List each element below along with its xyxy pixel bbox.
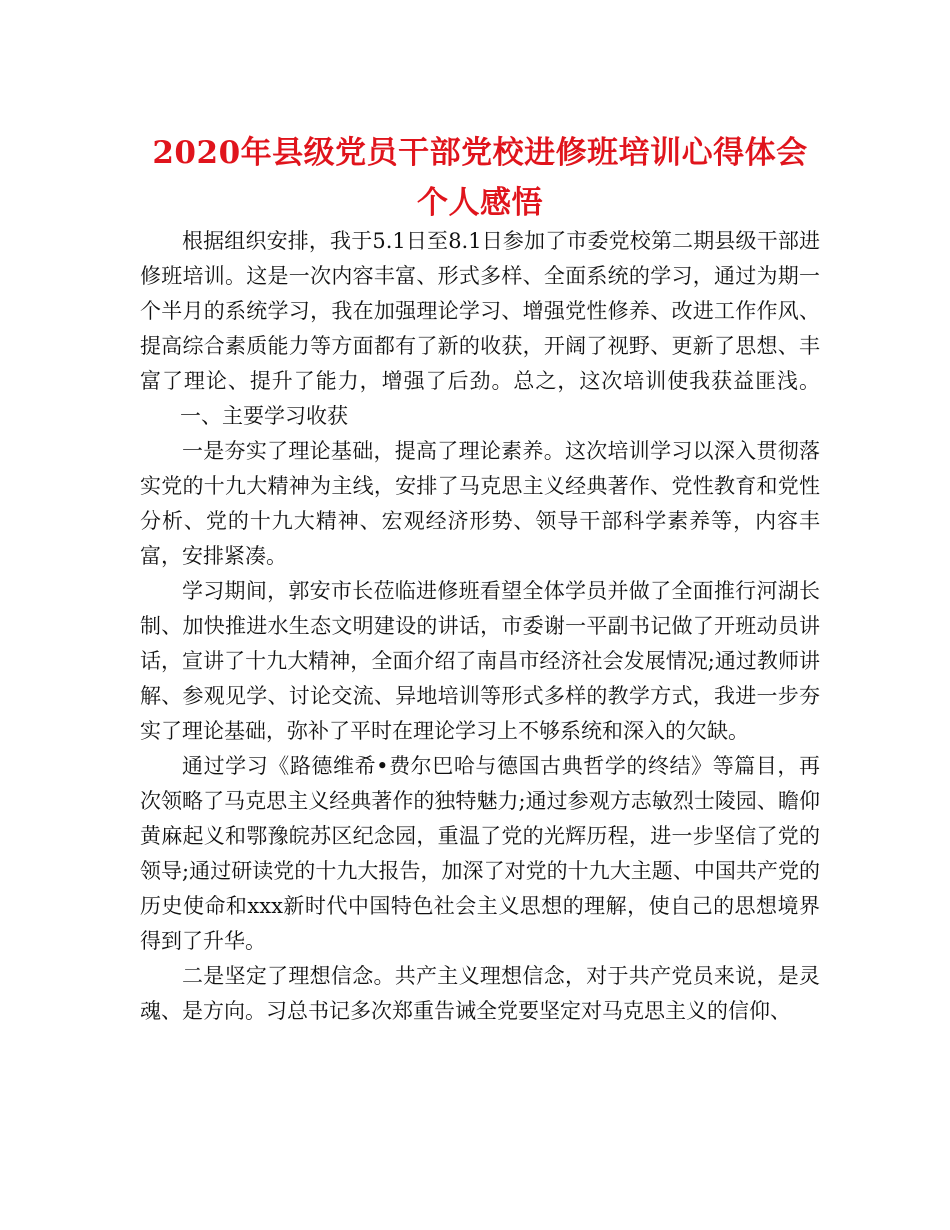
paragraph-2: 一是夯实了理论基础，提高了理论素养。这次培训学习以深入贯彻落实党的十九大精神为主线，安排了马克思主义经典著作、党性教育和党性分析、党的十九大精神、宏观经济形势、领导干部科学素养等，内容丰富，安排紧凑。 [140,439,820,568]
paragraph-1-text: 根据组织安排，我于5.1日至8.1日参加了市委党校第二期县级干部进修班培训。这是一次内容丰富、形式多样、全面系统的学习，通过为期一个半月的系统学习，我在加强理论学习、增强党性修养、改进工作作风、提高综合素质能力等方面都有了新的收获，开阔了视野、更新了思想、丰富了理论、提升了能力，增强了后劲。总之，这次培训使我获益匪浅。 [140,229,820,393]
section-heading-inline: 一、主要学习收获 [180,404,348,428]
paragraph-3: 学习期间，郭安市长莅临进修班看望全体学员并做了全面推行河湖长制、加快推进水生态文明建设的讲话，市委谢一平副书记做了开班动员讲话，宣讲了十九大精神，全面介绍了南昌市经济社会发展情况;通过教师讲解、参观见学、讨论交流、异地培训等形式多样的教学方式，我进一步夯实了理论基础，弥补了平时在理论学习上不够系统和深入的欠缺。 [140,579,820,743]
paragraph-5: 二是坚定了理想信念。共产主义理想信念，对于共产党员来说，是灵魂、是方向。习总书记多次郑重告诫全党要坚定对马克思主义的信仰、 [140,964,820,1023]
paragraph-4: 通过学习《路德维希•费尔巴哈与德国古典哲学的终结》等篇目，再次领略了马克思主义经典著作的独特魅力;通过参观方志敏烈士陵园、瞻仰黄麻起义和鄂豫皖苏区纪念园，重温了党的光辉历程，进一步坚信了党的领导;通过研读党的十九大报告，加深了对党的十九大主题、中国共产党的历史使命和xxx新时代中国特色社会主义思想的理解，使自己的思想境界得到了升华。 [140,754,820,953]
paragraph-1 [140,224,820,434]
document-body [140,224,820,1029]
document-title: 2020年县级党员干部党校进修班培训心得体会个人感悟 [152,135,808,221]
